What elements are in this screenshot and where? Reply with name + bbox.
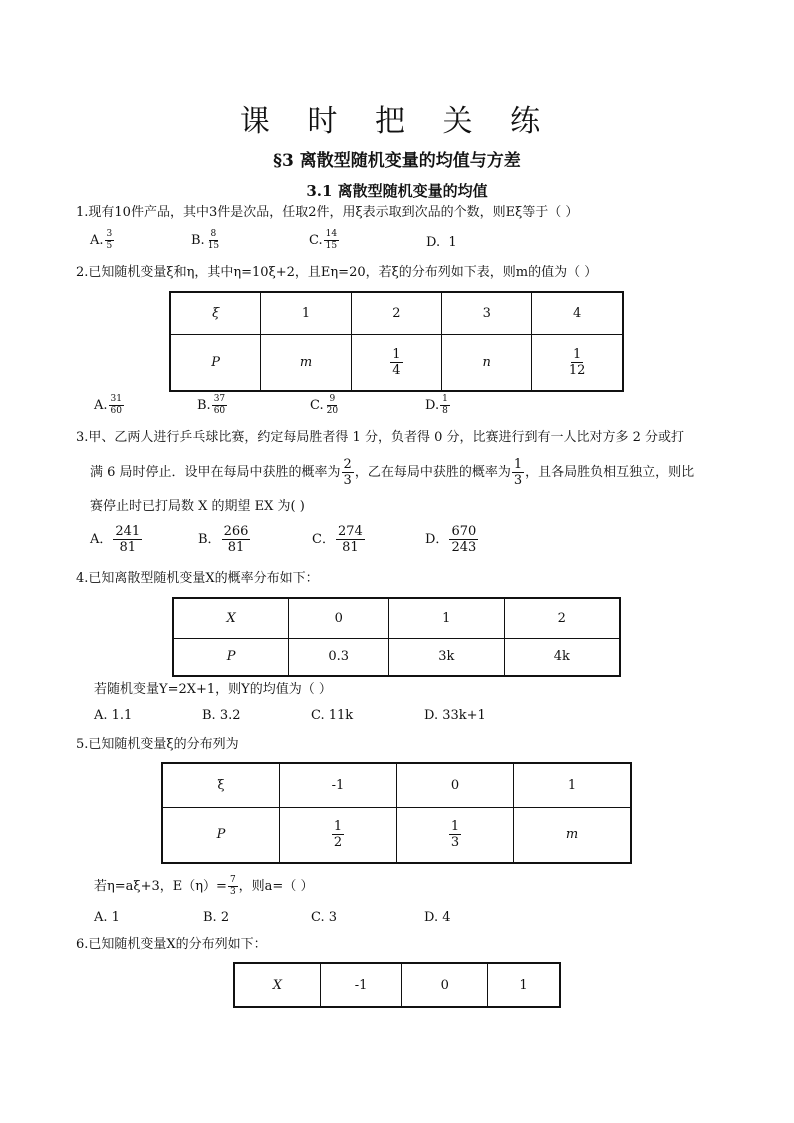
- section-heading: §3 离散型随机变量的均值与方差: [273, 151, 521, 171]
- q1-option-a: A. $\frac{3}{5}$: [90, 229, 113, 251]
- q4-option-d: D. 33k+1: [424, 708, 486, 723]
- q5-option-b: B. 2: [203, 910, 230, 925]
- q1-option-d: D. 1: [426, 235, 457, 250]
- q5-option-d: D. 4: [424, 910, 451, 925]
- q5-followup: 若η=aξ+3，E（η）= $\frac{7}{3}$ ，则a=（ ）: [94, 875, 314, 897]
- q3-option-b: B． $\frac{266}{81}$: [198, 524, 249, 555]
- q4-option-c: C. 11k: [311, 708, 354, 723]
- q2-distribution-table: ξ 1 2 3 4 P m $\frac{1}{4}$ n $\frac{1}{12}$: [169, 291, 624, 392]
- q3-option-c: C． $\frac{274}{81}$: [312, 524, 363, 555]
- q2-option-c: C. $\frac{9}{20}$: [310, 394, 339, 416]
- q4-option-a: A. 1.1: [94, 708, 133, 723]
- q6-distribution-table: X -1 0 1: [233, 962, 561, 1008]
- q4-option-b: B. 3.2: [202, 708, 241, 723]
- q4-text: 4.已知离散型随机变量X的概率分布如下：: [76, 571, 319, 586]
- q3-line1: 3.甲、乙两人进行乒乓球比赛，约定每局胜者得 1 分，负者得 0 分，比赛进行到有一人比对方多 2 分或打: [76, 430, 685, 445]
- page-title: 课 时 把 关 练: [239, 104, 555, 139]
- q1-text: 1.现有10件产品，其中3件是次品，任取2件，用ξ表示取到次品的个数，则Eξ等于（ ）: [76, 205, 579, 220]
- q2-option-a: A. $\frac{31}{60}$: [94, 394, 122, 416]
- q1-option-b: B. $\frac{8}{15}$: [191, 229, 220, 251]
- q2-text: 2.已知随机变量ξ和η，其中η=10ξ+2，且Eη=20，若ξ的分布列如下表，则m的值为（ ）: [76, 265, 598, 280]
- q5-option-c: C. 3: [311, 910, 338, 925]
- q4-distribution-table: X 0 1 2 P 0.3 3k 4k: [172, 597, 621, 677]
- q2-option-b: B. $\frac{37}{60}$: [197, 394, 226, 416]
- q4-followup: 若随机变量Y=2X+1，则Y的均值为（ ）: [94, 682, 332, 697]
- q3-option-a: A． $\frac{241}{81}$: [90, 524, 141, 555]
- q5-distribution-table: ξ -1 0 1 P $\frac{1}{2}$ $\frac{1}{3}$ m: [161, 762, 632, 864]
- q1-option-c: C. $\frac{14}{15}$: [309, 229, 338, 251]
- q3-option-d: D． $\frac{670}{243}$: [425, 524, 477, 555]
- q2-option-d: D. $\frac{1}{8}$: [425, 394, 448, 416]
- subsection-heading: 3.1 离散型随机变量的均值: [306, 182, 488, 200]
- q5-option-a: A. 1: [94, 910, 120, 925]
- q3-line3: 赛停止时已打局数 X 的期望 EX 为( ): [90, 499, 305, 514]
- q6-text: 6.已知随机变量X的分布列如下：: [76, 937, 267, 952]
- q5-text: 5.已知随机变量ξ的分布列为: [76, 737, 239, 752]
- q3-line2: 满 6 局时停止．设甲在每局中获胜的概率为 $\frac{2}{3}$ ，乙在每局中获胜的概率为 $\frac{1}{3}$ ，且各局胜负相互独立，则比: [90, 457, 695, 488]
